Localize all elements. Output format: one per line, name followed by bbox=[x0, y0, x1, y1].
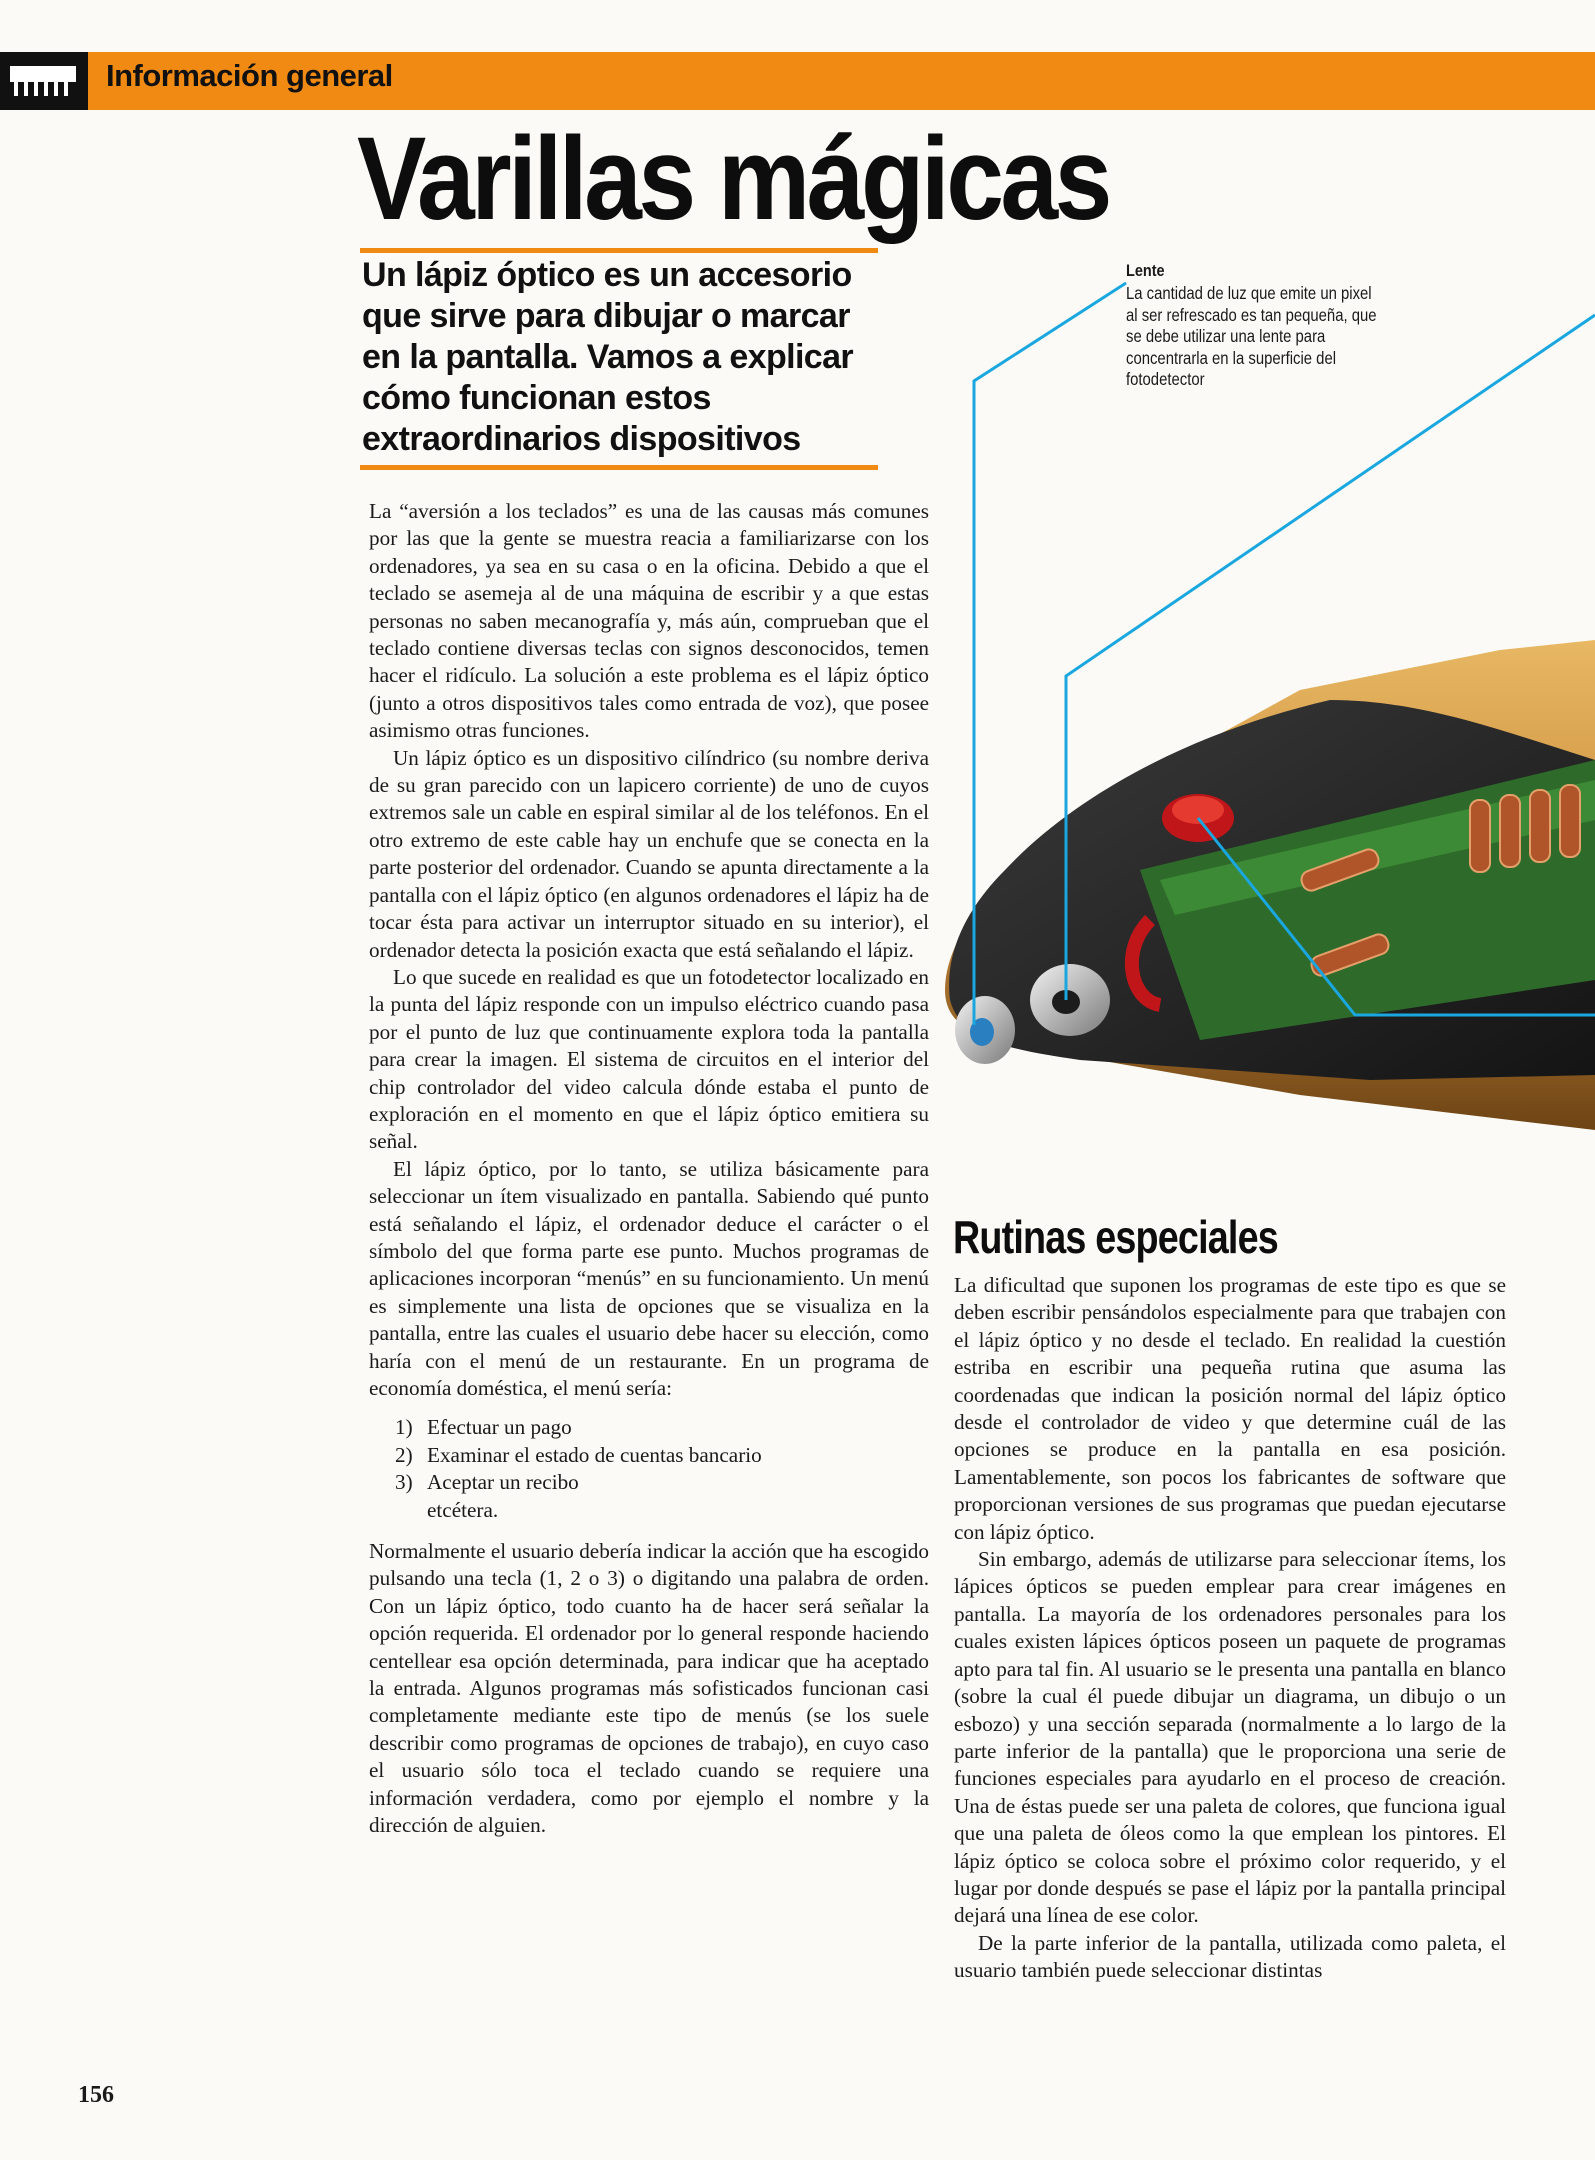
paragraph: La dificultad que suponen los programas de este tipo es que se deben escribir pensándolos especialmente para que trabajen con el lápiz óptico y no desde el teclado. En realidad la cuestión estriba en escribir una pequeña rutina que asuma las coordenadas que indican la posición normal del lápiz óptico desde el controlador de video y que determine cuál de las opciones se produce en la pantalla en esa posición. Lamentablemente, son pocos los fabricantes de software que proporcionan versiones de sus programas que puedan ejecutarse con lápiz óptico. bbox=[954, 1273, 1506, 1544]
caption-heading: Lente bbox=[1126, 261, 1165, 280]
article-column-1 bbox=[369, 498, 929, 1840]
list-item: 2) Examinar el estado de cuentas bancario bbox=[395, 1442, 762, 1467]
subheading: Rutinas especiales bbox=[953, 1211, 1278, 1263]
menu-example-list bbox=[395, 1414, 929, 1524]
paragraph: Lo que sucede en realidad es que un fotodetector localizado en la punta del lápiz responde con un impulso eléctrico cuando pasa por el punto de luz que continuamente explora toda la pantalla para crear la imagen. El sistema de circuitos en el interior del chip controlador del video calcula dónde estaba el punto de exploración en el momento en que el lápiz óptico emitiera su señal. bbox=[369, 964, 929, 1154]
article-column-2 bbox=[954, 1272, 1506, 1985]
list-item: 1) Efectuar un pago bbox=[395, 1415, 572, 1440]
paragraph: El lápiz óptico, por lo tanto, se utiliza básicamente para seleccionar un ítem visualizado en pantalla. Sabiendo qué punto está señalando el lápiz, el ordenador deduce el carácter o el símbolo del que forma parte ese punto. Muchos programas de aplicaciones incorporan “menús” en su funcionamiento. Un menú es simplemente una lista de opciones que se visualiza en la pantalla, entre las cuales el usuario debe hacer su elección, como haría con el menú de un restaurante. En un programa de economía doméstica, el menú sería: bbox=[369, 1156, 929, 1400]
page-title: Varillas mágicas bbox=[357, 113, 1109, 245]
section-label: Información general bbox=[106, 58, 393, 93]
lead-paragraph: Un lápiz óptico es un accesorio que sirve para dibujar o marcar en la pantalla. Vamos a explicar cómo funcionan estos extraordinarios dispositivos bbox=[362, 256, 854, 458]
paragraph: La “aversión a los teclados” es una de las causas más comunes por las que la gente se muestra reacia a familiarizarse con los ordenadores, ya sea en su casa o en la oficina. Debido a que el teclado se asemeja al de una máquina de escribir y a que estas personas no saben mecanografía y, más aún, comprueban que el teclado contiene diversas teclas con signos desconocidos, temen hacer el ridículo. La solución a este problema es el lápiz óptico (junto a otros dispositivos tales como entrada de voz), que posee asimismo otras funciones. bbox=[369, 499, 929, 743]
paragraph: De la parte inferior de la pantalla, utilizada como paleta, el usuario también puede seleccionar distintas bbox=[954, 1930, 1506, 1983]
list-item: 3) Aceptar un recibo bbox=[395, 1470, 579, 1495]
list-item-etc: etcétera. bbox=[427, 1497, 499, 1522]
paragraph: Normalmente el usuario debería indicar la acción que ha escogido pulsando una tecla (1, 2 o 3) o digitando una palabra de orden. Con un lápiz óptico, todo cuanto ha de hacer será señalar la opción requerida. El ordenador por lo general responde haciendo centellear esa opción determinada, para indicar que ha aceptado la entrada. Algunos programas más sofisticados funcionan casi completamente mediante este tipo de menús (se los suele describir como programas de opciones de trabajo), en cuyo caso el usuario sólo toca el teclado cuando se requiere una información verdadera, como por ejemplo el nombre y la dirección de alguien. bbox=[369, 1539, 929, 1838]
page-number: 156 bbox=[78, 2082, 114, 2108]
caption-text: La cantidad de luz que emite un pixel al ser refrescado es tan pequeña, que se debe utilizar una lente para concentrarla en la superficie del fotodetector bbox=[1126, 283, 1377, 389]
paragraph: Un lápiz óptico es un dispositivo cilíndrico (su nombre deriva de su gran parecido con un lapicero corriente) de uno de cuyos extremos sale un cable en espiral similar al de los teléfonos. En el otro extremo de este cable hay un enchufe que se conecta en la parte posterior del ordenador. Cuando se apunta directamente a la pantalla con el lápiz óptico (en algunos ordenadores el lápiz ha de tocar ésta para activar un interruptor situado en su interior), el ordenador detecta la posición exacta que está señalando el lápiz. bbox=[369, 745, 929, 962]
paragraph: Sin embargo, además de utilizarse para seleccionar ítems, los lápices ópticos se pueden emplear para crear imágenes en pantalla. La mayoría de los ordenadores personales para los cuales existen lápices ópticos poseen un paquete de programas apto para tal fin. Al usuario se le presenta una pantalla en blanco (sobre la cual él puede dibujar un diagrama, un dibujo o un esbozo) y una sección separada (normalmente a lo largo de la parte inferior de la pantalla) que le proporciona una serie de funciones especiales para ayudarlo en el proceso de creación. Una de éstas puede ser una paleta de colores, que funciona igual que una paleta de óleos como la que emplean los pintores. El lápiz óptico se coloca sobre el próximo color requerido, y el lugar por donde después se pase el lápiz por la pantalla principal dejará una línea de ese color. bbox=[954, 1547, 1506, 1928]
